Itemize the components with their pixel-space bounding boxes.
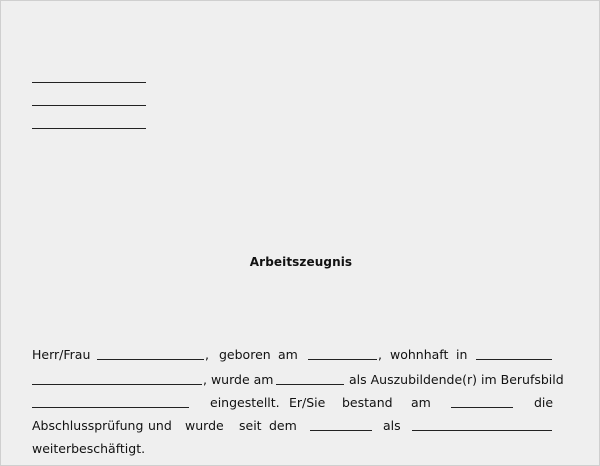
birthdate-blank[interactable] (308, 359, 377, 360)
paragraph-line-4 (32, 418, 552, 434)
paragraph-line-2 (32, 372, 564, 388)
address-blank[interactable] (32, 384, 202, 385)
text-comma: , (378, 347, 382, 362)
text-am: am (411, 395, 431, 410)
text-am: am (278, 347, 298, 362)
position-blank[interactable] (412, 430, 552, 431)
text-dem: dem (269, 418, 297, 433)
text-weiterbeschaeftigt: weiterbeschäftigt. (32, 441, 146, 456)
profession-blank[interactable] (32, 407, 189, 408)
text-herr-frau: Herr/Frau (32, 347, 91, 362)
residence-blank[interactable] (476, 359, 552, 360)
address-line-1[interactable] (32, 82, 146, 83)
text-eingestellt: eingestellt. (210, 395, 280, 410)
text-als-auszubildende: als Auszubildende(r) im Berufsbild (349, 372, 564, 387)
text-in: in (456, 347, 468, 362)
address-line-2[interactable] (32, 105, 146, 106)
document-title: Arbeitszeugnis (249, 255, 353, 269)
text-abschlusspruefung: Abschlussprüfung (32, 418, 144, 433)
text-die: die (534, 395, 554, 410)
text-und: und (148, 418, 172, 433)
name-blank[interactable] (97, 359, 204, 360)
text-er-sie: Er/Sie (289, 395, 326, 410)
exam-date-blank[interactable] (451, 407, 513, 408)
text-wurde-am: , wurde am (203, 372, 274, 387)
paragraph-line-3 (32, 395, 552, 411)
text-comma: , (205, 347, 209, 362)
text-als: als (383, 418, 401, 433)
text-seit: seit (239, 418, 262, 433)
paragraph-line-1 (32, 347, 552, 363)
text-wohnhaft: wohnhaft (390, 347, 449, 362)
since-date-blank[interactable] (310, 430, 372, 431)
text-geboren: geboren (219, 347, 271, 362)
paragraph-line-5 (32, 441, 552, 457)
start-date-blank[interactable] (276, 384, 344, 385)
text-bestand: bestand (342, 395, 393, 410)
text-wurde: wurde (185, 418, 224, 433)
address-line-3[interactable] (32, 128, 146, 129)
